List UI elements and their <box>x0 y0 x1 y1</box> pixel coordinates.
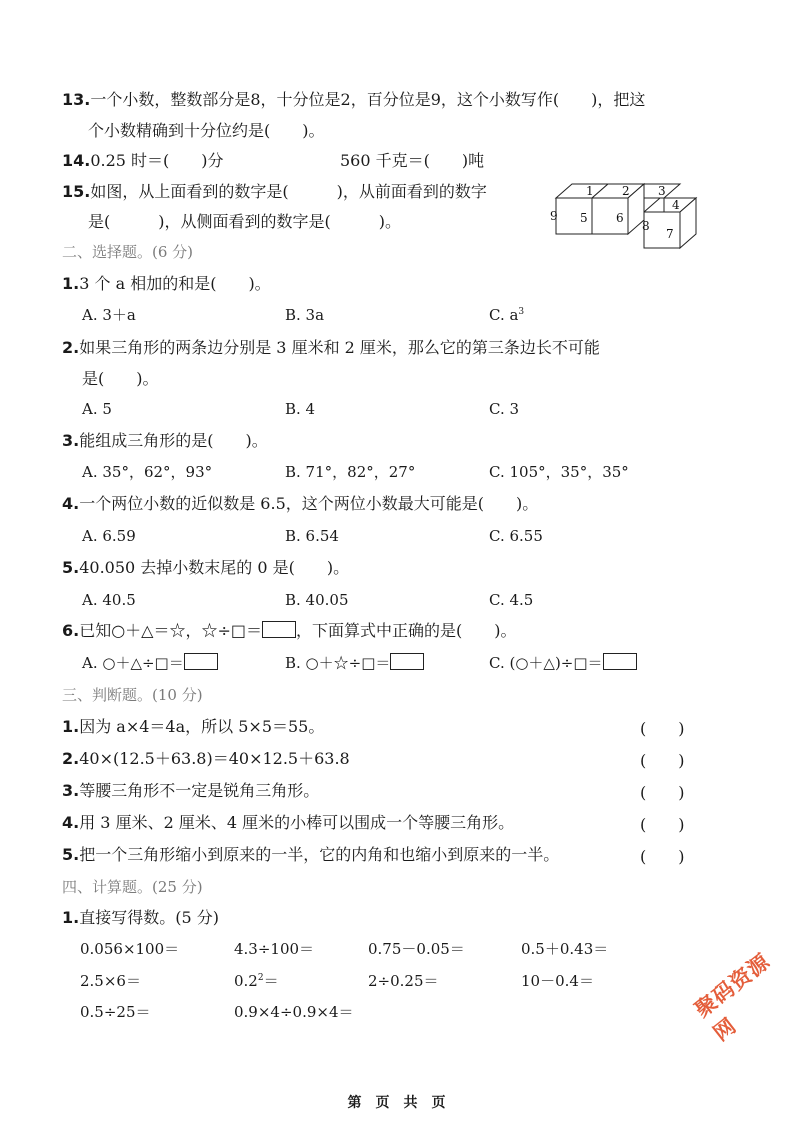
q15-line-2 <box>88 211 401 233</box>
question-number: 1. <box>62 274 80 293</box>
option-a: A. 35°，62°，93° <box>82 463 213 481</box>
choice-q3 <box>62 430 268 452</box>
question-text: 0.25 时＝( )分 <box>90 151 224 170</box>
calc-q1: 1.直接写得数。(5 分) <box>62 908 219 927</box>
option-a: A. 5 <box>82 400 112 418</box>
judge-item: 3.等腰三角形不一定是锐角三角形。 <box>62 781 320 800</box>
page-footer: 第 页 共 页 <box>347 1095 446 1111</box>
q14-line-b <box>340 150 484 172</box>
cube-top-digit: 3 <box>658 184 666 198</box>
calc-item: 10－0.4＝ <box>521 972 594 990</box>
option-c: C. $a^3$ <box>489 306 525 324</box>
option-b: B. 40.05 <box>285 591 349 609</box>
option-a: A. 40.5 <box>82 591 136 609</box>
judge-item: 1.因为 a×4＝4a，所以 5×5＝55。 <box>62 717 325 736</box>
answer-paren: ( ) <box>640 783 685 802</box>
option-c: C. (○＋△)÷□＝ <box>489 652 637 674</box>
answer-paren: ( ) <box>640 847 685 866</box>
q13-line-2 <box>88 120 325 142</box>
question-number: 3. <box>62 431 80 450</box>
calc-item: 0.75－0.05＝ <box>368 940 465 958</box>
cube-front-digit: 7 <box>666 227 674 241</box>
question-number: 6. <box>62 621 80 640</box>
question-number: 15. <box>62 182 91 201</box>
q14-line <box>62 150 224 172</box>
question-number: 4. <box>62 494 80 513</box>
cube-side-digit: 9 <box>550 209 558 223</box>
section-title-choice: 二、选择题。(6 分) <box>62 243 194 261</box>
answer-paren: ( ) <box>640 751 685 770</box>
question-number: 14. <box>62 151 91 170</box>
option-c: C. 6.55 <box>489 527 543 545</box>
question-text: ，下面算式中正确的是( )。 <box>296 621 517 640</box>
choice-q2-cont: 是( )。 <box>82 369 159 388</box>
section-title-judge: 三、判断题。(10 分) <box>62 686 203 704</box>
calc-item: 0.056×100＝ <box>80 940 180 958</box>
calc-item: 0.5÷25＝ <box>80 1003 151 1021</box>
option-b: B. 3a <box>285 306 325 324</box>
question-text: 一个两位小数的近似数是 6.5，这个两位小数最大可能是( )。 <box>79 494 539 513</box>
blank-box <box>262 621 296 638</box>
option-c: C. 4.5 <box>489 591 534 609</box>
q13-line-1 <box>62 89 645 111</box>
answer-paren: ( ) <box>640 815 685 834</box>
section-title-calc: 四、计算题。(25 分) <box>62 878 203 896</box>
option-a: A. ○＋△÷□＝ <box>82 652 218 674</box>
cube-figure <box>548 180 698 250</box>
calc-item: 2.5×6＝ <box>80 972 141 990</box>
question-text: 一个小数，整数部分是8，十分位是2，百分位是9，这个小数写作( )，把这 <box>90 90 646 109</box>
cube-front-digit: 6 <box>616 211 624 225</box>
cube-front-digit: 5 <box>580 211 588 225</box>
calc-item: $0.2^2=$ <box>234 972 279 990</box>
calc-item: 0.9×4÷0.9×4＝ <box>234 1003 354 1021</box>
q15-line-1 <box>62 181 487 203</box>
option-b: B. ○＋☆÷□＝ <box>285 652 424 674</box>
option-b: B. 6.54 <box>285 527 339 545</box>
choice-q6 <box>62 620 517 642</box>
watermark: 聚码资源网 <box>690 948 775 1046</box>
question-text: 个小数精确到十分位约是( )。 <box>88 121 325 140</box>
question-text: 能组成三角形的是( )。 <box>79 431 268 450</box>
cube-top-digit: 4 <box>672 198 680 212</box>
cube-top-digit: 2 <box>622 184 630 198</box>
question-text: 3 个 a 相加的和是( )。 <box>79 274 271 293</box>
option-b: B. 71°，82°，27° <box>285 463 416 481</box>
question-text: 560 千克＝( )吨 <box>340 151 485 170</box>
blank-box <box>390 653 424 670</box>
choice-q2 <box>62 337 600 359</box>
cube-side-digit: 8 <box>642 219 650 233</box>
judge-item: 2.40×(12.5＋63.8)＝40×12.5＋63.8 <box>62 749 350 768</box>
choice-q1 <box>62 273 271 295</box>
blank-box <box>603 653 637 670</box>
question-text: 如图，从上面看到的数字是( )，从前面看到的数字 <box>90 182 487 201</box>
calc-item: 4.3÷100＝ <box>234 940 315 958</box>
judge-item: 5.把一个三角形缩小到原来的一半，它的内角和也缩小到原来的一半。 <box>62 845 560 864</box>
blank-box <box>184 653 218 670</box>
question-text: 已知○＋△＝☆，☆÷□＝ <box>79 621 263 640</box>
calc-item: 2÷0.25＝ <box>368 972 439 990</box>
question-text: 40.050 去掉小数末尾的 0 是( )。 <box>79 558 350 577</box>
option-a: A. 6.59 <box>82 527 136 545</box>
question-text: 如果三角形的两条边分别是 3 厘米和 2 厘米，那么它的第三条边长不可能 <box>79 338 600 357</box>
answer-paren: ( ) <box>640 719 685 738</box>
option-c: C. 105°，35°，35° <box>489 463 629 481</box>
question-text: 是( )，从侧面看到的数字是( )。 <box>88 212 401 231</box>
choice-q5 <box>62 557 349 579</box>
option-c: C. 3 <box>489 400 520 418</box>
calc-item: 0.5＋0.43＝ <box>521 940 609 958</box>
question-number: 5. <box>62 558 80 577</box>
choice-q4 <box>62 493 538 515</box>
cube-top-digit: 1 <box>586 184 594 198</box>
option-a: A. 3＋a <box>82 306 136 324</box>
question-number: 2. <box>62 338 80 357</box>
option-b: B. 4 <box>285 400 316 418</box>
judge-item: 4.用 3 厘米、2 厘米、4 厘米的小棒可以围成一个等腰三角形。 <box>62 813 515 832</box>
question-number: 13. <box>62 90 91 109</box>
